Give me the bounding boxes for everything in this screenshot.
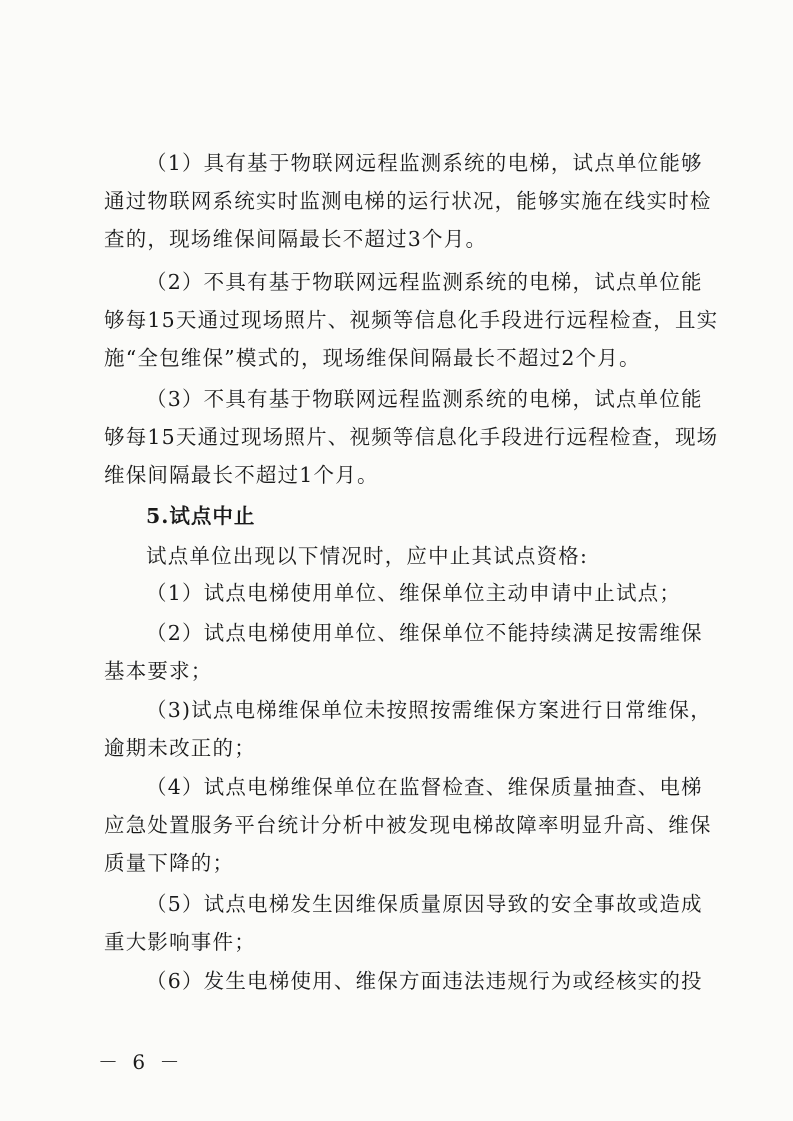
page-number: － 6 － <box>98 1050 184 1074</box>
paragraph-line: （2）不具有基于物联网远程监测系统的电梯，试点单位能 <box>146 270 703 294</box>
paragraph-line: 够每15天通过现场照片、视频等信息化手段进行远程检查，且实 <box>104 308 719 332</box>
section-heading: 5.试点中止 <box>146 504 256 528</box>
list-item-6 <box>104 962 703 1000</box>
paragraph-line: 逾期未改正的； <box>104 736 256 760</box>
paragraph-line: 应急处置服务平台统计分析中被发现电梯故障率明显升高、维保 <box>104 813 712 837</box>
list-item-3 <box>104 691 712 767</box>
paragraph-line: （2）试点电梯使用单位、维保单位不能持续满足按需维保 <box>146 621 703 645</box>
paragraph-line: （1）具有基于物联网远程监测系统的电梯，试点单位能够 <box>146 151 703 175</box>
paragraph-line: （3)试点电梯维保单位未按照按需维保方案进行日常维保， <box>146 698 712 722</box>
paragraph-line: 试点单位出现以下情况时，应中止其试点资格: <box>146 544 589 568</box>
paragraph-line: 通过物联网系统实时监测电梯的运行状况，能够实施在线实时检 <box>104 189 712 213</box>
intro-paragraph <box>104 537 692 575</box>
list-item-1 <box>104 574 692 612</box>
paragraph-line: 重大影响事件； <box>104 930 256 954</box>
paragraph-line: （3）不具有基于物联网远程监测系统的电梯，试点单位能 <box>146 387 703 411</box>
list-item-4 <box>104 768 712 882</box>
paragraph-3 <box>104 380 719 494</box>
paragraph-line: （6）发生电梯使用、维保方面违法违规行为或经核实的投 <box>146 969 703 993</box>
paragraph-line: （1）试点电梯使用单位、维保单位主动申请中止试点； <box>146 581 682 605</box>
paragraph-line: （5）试点电梯发生因维保质量原因导致的安全事故或造成 <box>146 892 703 916</box>
list-item-5 <box>104 885 703 961</box>
paragraph-2 <box>104 263 719 377</box>
paragraph-line: 施“全包维保”模式的，现场维保间隔最长不超过2个月。 <box>104 346 641 370</box>
paragraph-line: 维保间隔最长不超过1个月。 <box>104 463 379 487</box>
list-item-2 <box>104 614 703 690</box>
paragraph-line: 查的，现场维保间隔最长不超过3个月。 <box>104 227 488 251</box>
paragraph-line: 质量下降的； <box>104 851 235 875</box>
paragraph-1 <box>104 144 712 258</box>
paragraph-line: 够每15天通过现场照片、视频等信息化手段进行远程检查，现场 <box>104 425 719 449</box>
paragraph-line: 基本要求； <box>104 659 213 683</box>
paragraph-line: （4）试点电梯维保单位在监督检查、维保质量抽查、电梯 <box>146 775 703 799</box>
